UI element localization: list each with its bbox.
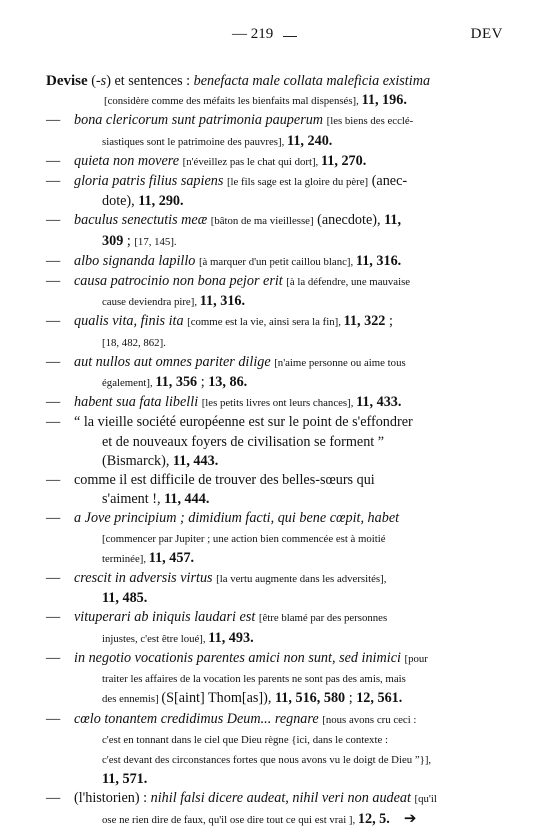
translation: également], xyxy=(102,377,156,390)
entry-dash: — xyxy=(46,790,61,807)
translation: [à la défendre, une mauvaise xyxy=(286,276,411,289)
latin-phrase: habent sua fata libelli xyxy=(74,394,199,411)
reference: 11, 516, 580 xyxy=(274,690,346,707)
entry-line xyxy=(74,232,506,252)
text-run: (Bismarck), xyxy=(102,452,173,469)
entry-line xyxy=(74,413,506,432)
text-run: (S[aint] Thom[as]), xyxy=(161,690,275,707)
entry xyxy=(46,72,506,111)
entry-line xyxy=(74,393,506,413)
entry-dash: — xyxy=(46,570,61,587)
translation: siastiques sont le patrimoine des pauvres], xyxy=(102,135,288,148)
latin-phrase: nihil falsi dicere audeat, nihil veri non audeat xyxy=(150,790,411,807)
text-run: ) et sentences : xyxy=(106,73,194,89)
text-run: ; xyxy=(345,690,357,707)
latin-phrase: quieta non movere xyxy=(74,152,180,169)
entry-line xyxy=(74,373,506,393)
reference: 11, 485. xyxy=(102,590,148,607)
translation: [qu'il xyxy=(414,793,437,806)
entry-dash: — xyxy=(46,252,61,269)
translation: [18, 482, 862]. xyxy=(102,336,166,349)
entry-line xyxy=(74,569,506,589)
reference: 11, 443. xyxy=(172,452,219,469)
entry xyxy=(46,312,506,352)
entry-line xyxy=(74,649,506,669)
translation: c'est en tonnant dans le ciel que Dieu règne {ici, dans le contexte : xyxy=(102,733,388,746)
translation: ose ne rien dire de faux, qu'il ose dire tout ce qui est vrai ], xyxy=(102,813,358,826)
dictionary-entries xyxy=(46,72,506,830)
text-run: “ la vieille société européenne est sur le point de s'effondrer xyxy=(74,414,413,431)
latin-phrase: albo signanda lapillo xyxy=(74,252,196,269)
entry xyxy=(46,509,506,569)
text-run: (anecdote), xyxy=(313,212,385,229)
entry-line xyxy=(74,132,506,152)
running-headword: DEV xyxy=(470,26,503,42)
entry xyxy=(46,569,506,608)
entry-line xyxy=(74,789,506,809)
entry xyxy=(46,789,506,829)
latin-phrase: bona clericorum sunt patrimonia pauperum xyxy=(74,112,324,129)
reference: 11, 322 xyxy=(343,313,386,330)
entry-line xyxy=(74,353,506,373)
reference: 309 xyxy=(102,232,124,249)
translation: [les petits livres ont leurs chances], xyxy=(201,397,357,410)
latin-phrase: cœlo tonantem credidimus Deum... regnare xyxy=(74,710,319,727)
entry-line xyxy=(74,292,506,312)
entry-line xyxy=(74,272,506,292)
translation: [la vertu augmente dans les adversités], xyxy=(216,573,387,586)
translation: [être blamé par des personnes xyxy=(258,612,388,625)
reference: 13, 86. xyxy=(208,374,248,391)
entry xyxy=(46,393,506,413)
reference: 12, 561. xyxy=(356,690,403,707)
latin-phrase: crescit in adversis virtus xyxy=(74,570,213,587)
entry-line xyxy=(46,91,506,111)
translation: [nous avons cru ceci : xyxy=(322,713,417,726)
entry-line xyxy=(46,72,506,91)
reference: 11, 356 xyxy=(155,374,198,391)
translation: [commencer par Jupiter ; une action bien commencée est à moitié xyxy=(102,532,386,545)
text-run: (l'historien) : xyxy=(74,790,151,807)
headword: Devise xyxy=(46,73,88,89)
entry-dash: — xyxy=(46,609,61,626)
entry-line xyxy=(74,452,506,471)
text-run: et de nouveaux foyers de civilisation se forment ” xyxy=(102,433,385,450)
header-rule xyxy=(283,36,297,37)
entry-line xyxy=(74,549,506,569)
latin-phrase: qualis vita, finis ita xyxy=(74,313,184,330)
entry-dash: — xyxy=(46,472,61,489)
entry-line xyxy=(74,333,506,353)
entry xyxy=(46,172,506,211)
entry xyxy=(46,649,506,710)
translation: [les biens des ecclé- xyxy=(326,115,414,128)
text-run: ; xyxy=(123,232,135,249)
latin-phrase: -s xyxy=(95,73,107,89)
entry-line xyxy=(74,529,506,549)
entry xyxy=(46,710,506,790)
entry-dash: — xyxy=(46,212,61,229)
latin-phrase: vituperari ab iniquis laudari est xyxy=(74,609,256,626)
entry-line xyxy=(74,433,506,452)
entry-dash: — xyxy=(46,112,61,129)
latin-phrase: baculus senectutis meæ xyxy=(74,212,208,229)
text-run: (anec- xyxy=(368,173,408,190)
entry-line xyxy=(74,669,506,689)
translation: c'est devant des circonstances fortes que nous avons vu le doigt de Dieu ”}], xyxy=(102,753,432,766)
entry-line xyxy=(74,509,506,528)
translation: [le fils sage est la gloire du père] xyxy=(226,176,369,189)
reference: 11, 457. xyxy=(148,549,195,566)
entry-dash: — xyxy=(46,710,61,727)
reference: 11, 290. xyxy=(138,193,184,210)
entry-line xyxy=(74,192,506,211)
reference: 11, 316. xyxy=(355,252,402,269)
entry-dash: — xyxy=(46,414,61,431)
text-run: ( xyxy=(87,73,96,89)
entry xyxy=(46,471,506,509)
entry xyxy=(46,272,506,312)
entry-dash: — xyxy=(46,353,61,370)
entry xyxy=(46,413,506,471)
entry xyxy=(46,608,506,648)
entry-line xyxy=(74,629,506,649)
entry-line xyxy=(74,710,506,730)
latin-phrase: in negotio vocationis parentes amici non sunt, sed inimici xyxy=(74,649,401,666)
entry-line xyxy=(74,172,506,192)
entry-line xyxy=(74,589,506,608)
translation: [bâton de ma vieillesse] xyxy=(210,215,314,228)
entry-line xyxy=(74,770,506,789)
entry-line xyxy=(74,689,506,709)
translation: traiter les affaires de la vocation les parents ne sont pas des amis, mais xyxy=(102,673,406,686)
translation: injustes, c'est être loué], xyxy=(102,632,209,645)
latin-phrase: gloria patris filius sapiens xyxy=(74,173,224,190)
entry-line xyxy=(74,211,506,231)
text-run: comme il est difficile de trouver des belles-sœurs qui xyxy=(74,472,375,489)
entry xyxy=(46,211,506,251)
entry-dash: — xyxy=(46,649,61,666)
reference: 11, 493. xyxy=(208,629,254,646)
reference: 11, 433. xyxy=(356,394,402,411)
entry-dash: — xyxy=(46,510,61,527)
entry-line xyxy=(74,730,506,750)
translation: terminée], xyxy=(102,552,149,565)
page-header xyxy=(0,26,539,50)
reference: 11, 444. xyxy=(164,491,210,508)
entry-dash: — xyxy=(46,152,61,169)
translation: [17, 145]. xyxy=(134,235,177,248)
entry-dash: — xyxy=(46,173,61,190)
entry-dash: — xyxy=(46,313,61,330)
text-run: s'aiment !, xyxy=(102,491,165,508)
entry-dash: — xyxy=(46,394,61,411)
entry xyxy=(46,252,506,272)
reference: 11, 240. xyxy=(287,132,333,149)
entry-line xyxy=(74,252,506,272)
reference: 11, 270. xyxy=(320,152,367,169)
translation: [à marquer d'un petit caillou blanc], xyxy=(198,255,356,268)
entry-line xyxy=(74,490,506,509)
reference: 11, xyxy=(384,212,402,229)
page-number: — 219 xyxy=(232,26,274,42)
text-run: ; xyxy=(197,374,209,391)
latin-phrase: a Jove principium ; dimidium facti, qui bene cœpit, habet xyxy=(74,510,400,527)
continued-arrow-icon: ➔ xyxy=(403,810,417,827)
text-run: dote), xyxy=(102,193,139,210)
translation: [n'aime personne ou aime tous xyxy=(274,356,406,369)
translation: [n'éveillez pas le chat qui dort], xyxy=(182,155,321,168)
entry xyxy=(46,111,506,151)
entry xyxy=(46,353,506,393)
translation: cause deviendra pire], xyxy=(102,296,200,309)
entry-line xyxy=(74,608,506,628)
entry-line xyxy=(74,471,506,490)
entry-line xyxy=(74,312,506,332)
entry-line xyxy=(74,152,506,172)
entry-line xyxy=(74,750,506,770)
reference: 12, 5. xyxy=(357,810,390,827)
reference: 11, 316. xyxy=(199,293,246,310)
latin-phrase: benefacta male collata maleficia existima xyxy=(193,73,431,89)
reference: 11, 196. xyxy=(361,92,407,109)
translation: [comme est la vie, ainsi sera la fin], xyxy=(187,316,344,329)
translation: [pour xyxy=(404,652,428,665)
entry xyxy=(46,152,506,172)
text-run: ; xyxy=(385,313,393,330)
entry-line xyxy=(74,810,506,830)
translation: [considère comme des méfaits les bienfaits mal dispensés], xyxy=(104,95,362,108)
entry-line xyxy=(74,111,506,131)
latin-phrase: aut nullos aut omnes pariter dilige xyxy=(74,353,271,370)
entry-dash: — xyxy=(46,273,61,290)
reference: 11, 571. xyxy=(102,771,148,788)
latin-phrase: causa patrocinio non bona pejor erit xyxy=(74,273,283,290)
translation: des ennemis] xyxy=(102,693,162,706)
